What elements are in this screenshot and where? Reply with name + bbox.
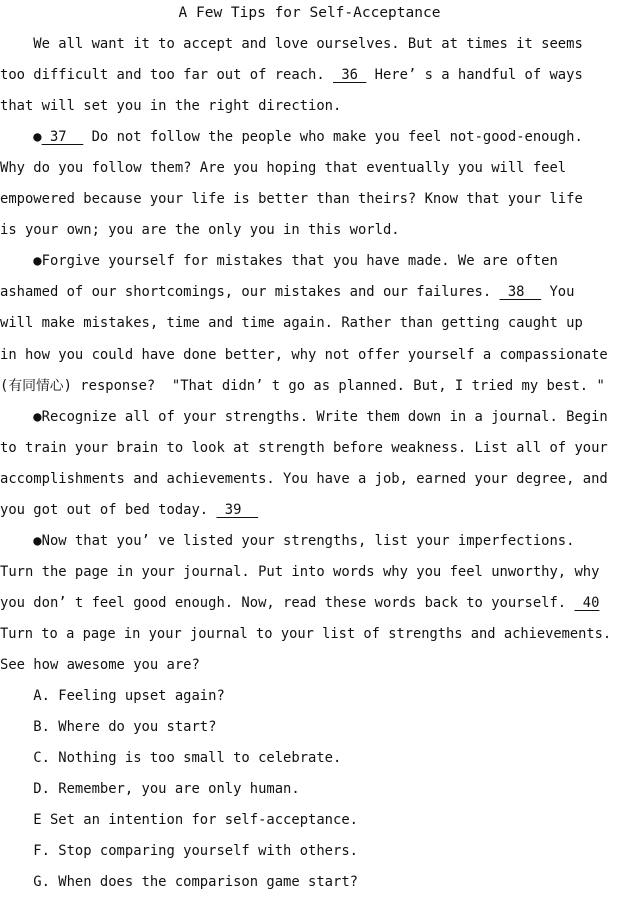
text-segment: C. Nothing is too small to celebrate. — [0, 750, 342, 767]
text-line — [0, 593, 619, 613]
page-title: A Few Tips for Self-Acceptance — [178, 5, 441, 21]
answer-blank: 39 — [216, 501, 259, 518]
text-segment: in how you could have done better, why not offer yourself a compassionate — [0, 346, 608, 363]
text-line — [0, 282, 619, 302]
text-line — [0, 251, 619, 271]
text-segment: Do not follow the people who make you feel not-good-enough. — [83, 129, 583, 146]
text-segment: E Set an intention for self-acceptance. — [0, 812, 358, 829]
text-segment: that will set you in the right direction. — [0, 98, 342, 115]
text-line — [0, 624, 619, 644]
text-line — [0, 810, 619, 830]
text-line — [0, 562, 619, 582]
text-line — [0, 748, 619, 768]
text-line — [0, 438, 619, 458]
text-line — [0, 34, 619, 54]
text-segment: See how awesome you are? — [0, 657, 200, 673]
text-segment: Turn to a page in your journal to your list of strengths and achievements. — [0, 625, 612, 642]
text-line — [0, 127, 619, 147]
text-segment: We all want it to accept and love ourselves. But at times it seems — [0, 36, 583, 52]
text-segment: Here’ s a handful of ways — [366, 67, 583, 84]
text-segment: you got out of bed today. — [0, 501, 217, 518]
text-segment: empowered because your life is better than theirs? Know that your life — [0, 191, 583, 208]
answer-blank: 38 — [499, 284, 542, 301]
text-segment: will make mistakes, time and time again. Rather than getting caught up — [0, 315, 583, 332]
text-line — [0, 841, 619, 861]
text-segment: D. Remember, you are only human. — [0, 781, 300, 798]
text-line — [0, 469, 619, 489]
text-line — [0, 313, 619, 333]
text-line — [0, 189, 619, 209]
answer-blank: 36 — [333, 67, 367, 84]
text-segment: accomplishments and achievements. You have a job, earned your degree, and — [0, 470, 608, 487]
text-segment: to train your brain to look at strength before weakness. List all of your — [0, 439, 608, 456]
text-line — [0, 779, 619, 799]
text-line — [0, 345, 619, 365]
text-segment: G. When does the comparison game start? — [0, 874, 358, 891]
text-segment: B. Where do you start? — [0, 719, 217, 736]
text-segment: F. Stop comparing yourself with others. — [0, 843, 358, 860]
text-line — [0, 500, 619, 520]
text-line — [0, 65, 619, 85]
text-segment: ●Recognize all of your strengths. Write them down in a journal. Begin — [0, 408, 608, 425]
text-segment: ● — [0, 129, 42, 146]
answer-blank: 40 — [574, 594, 600, 611]
text-line — [0, 655, 619, 675]
text-segment: ●Now that you’ ve listed your strengths, list your imperfections. — [0, 532, 575, 549]
text-segment: (有同情心) response? "That didn’ t go as planned. But, I tried my best. " — [0, 377, 605, 394]
text-segment: You — [541, 284, 575, 301]
text-line — [0, 531, 619, 551]
answer-blank: 37 — [41, 129, 84, 146]
text-line — [0, 158, 619, 178]
text-segment: Why do you follow them? Are you hoping that eventually you will feel — [0, 160, 567, 177]
text-segment: ●Forgive yourself for mistakes that you have made. We are often — [0, 253, 558, 270]
text-line — [0, 96, 619, 116]
text-line — [0, 220, 619, 240]
text-line — [0, 376, 619, 396]
text-segment: Turn the page in your journal. Put into words why you feel unworthy, why — [0, 563, 600, 580]
text-segment: A. Feeling upset again? — [0, 688, 225, 705]
text-segment: too difficult and too far out of reach. — [0, 67, 334, 84]
text-segment: ashamed of our shortcomings, our mistakes and our failures. — [0, 284, 500, 301]
text-segment: is your own; you are the only you in this world. — [0, 222, 400, 239]
text-line — [0, 407, 619, 427]
text-segment: you don’ t feel good enough. Now, read these words back to yourself. — [0, 594, 575, 611]
text-line — [0, 686, 619, 706]
text-line — [0, 872, 619, 892]
text-line — [0, 717, 619, 737]
